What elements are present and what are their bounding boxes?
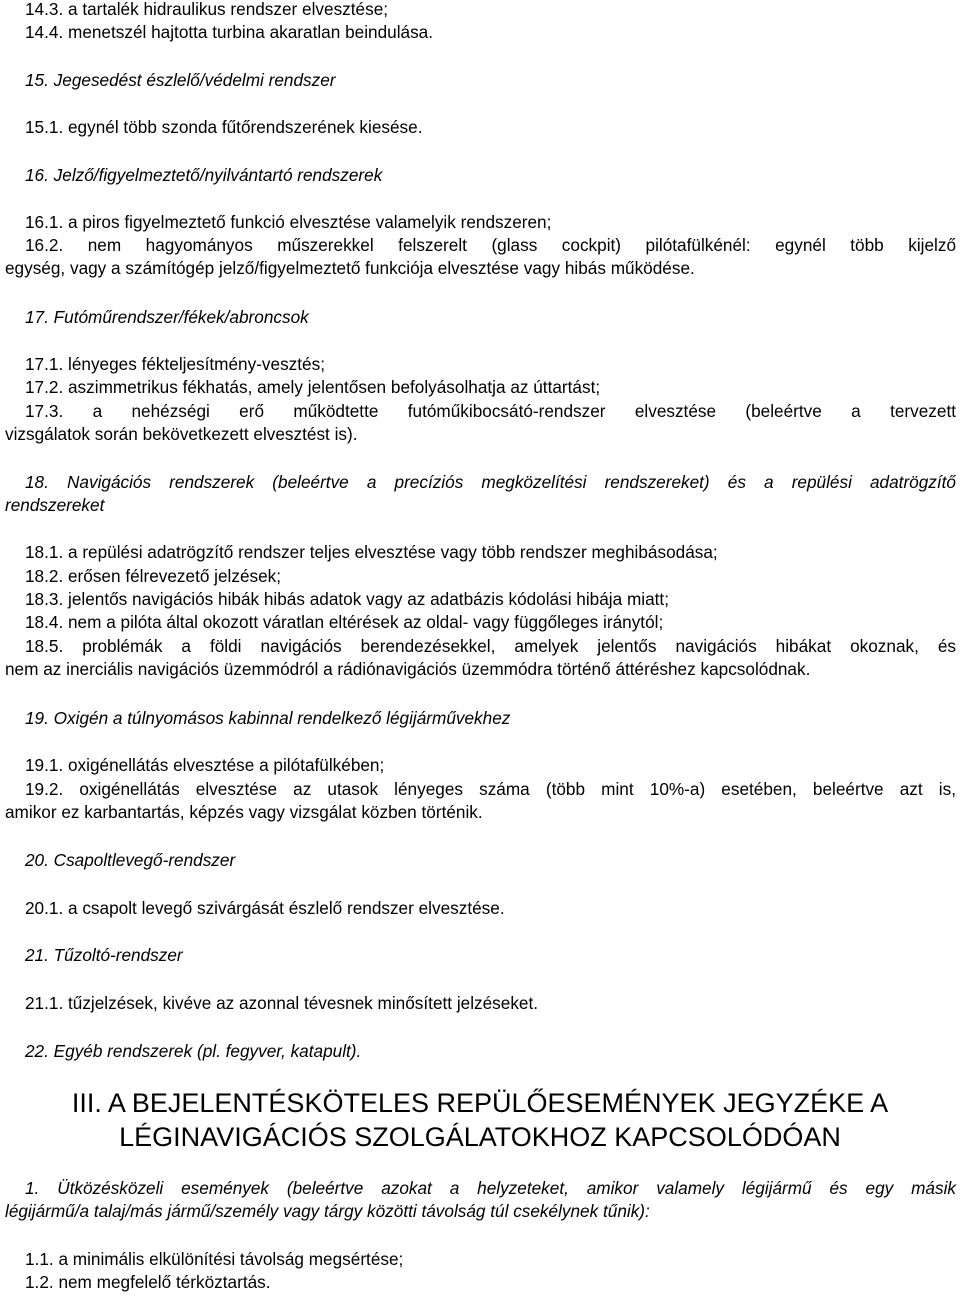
item-1-2: 1.2. nem megfelelő térköztartás.: [25, 1272, 271, 1292]
item-18-3: 18.3. jelentős navigációs hibák hibás adatok vagy az adatbázis kódolási hibája miatt;: [25, 589, 669, 609]
item-19-2-line-1: 19.2. oxigénellátás elvesztése az utasok lényeges száma (több mint 10%-a) esetében, beleértve azt is,: [25, 779, 956, 799]
section-1-heading-line-2: légijármű/a talaj/más jármű/személy vagy tárgy közötti távolság túl csekélynek tűnik):: [5, 1201, 650, 1221]
item-17-2: 17.2. aszimmetrikus fékhatás, amely jelentősen befolyásolhatja az úttartást;: [25, 377, 601, 397]
item-17-3-line-1: 17.3. a nehézségi erő működtette futóműkibocsátó-rendszer elvesztése (beleértve a tervezett: [25, 401, 956, 421]
item-17-3-line-2: vizsgálatok során bekövetkezett elvesztést is).: [5, 424, 358, 444]
chapter-title-line-2: LÉGINAVIGÁCIÓS SZOLGÁLATOKHOZ KAPCSOLÓDÓAN: [119, 1122, 841, 1152]
item-18-5-line-2: nem az inerciális navigációs üzemmódról a rádiónavigációs üzemmódra történő áttéréshez kapcsolódnak.: [5, 659, 811, 679]
item-16-2-line-2: egység, vagy a számítógép jelző/figyelmeztető funkciója elvesztése vagy hibás működése.: [5, 258, 695, 278]
item-21-1: 21.1. tűzjelzések, kivéve az azonnal tévesnek minősített jelzéseket.: [25, 993, 539, 1013]
item-14-4: 14.4. menetszél hajtotta turbina akaratlan beindulása.: [25, 22, 433, 42]
item-20-1: 20.1. a csapolt levegő szivárgását észlelő rendszer elvesztése.: [25, 898, 505, 918]
section-18-heading-line-1: 18. Navigációs rendszerek (beleértve a precíziós megközelítési rendszereket) és a repülési adatrögzítő: [25, 472, 956, 492]
section-21-heading: 21. Tűzoltó-rendszer: [25, 945, 183, 965]
chapter-title-line-1: III. A BEJELENTÉSKÖTELES REPÜLŐESEMÉNYEK JEGYZÉKE A: [71, 1088, 889, 1118]
section-19-heading: 19. Oxigén a túlnyomásos kabinnal rendelkező légijárművekhez: [25, 708, 511, 728]
item-18-4: 18.4. nem a pilóta által okozott váratlan eltérések az oldal- vagy függőleges iránytól;: [25, 612, 664, 632]
section-20-heading: 20. Csapoltlevegő-rendszer: [25, 850, 236, 870]
section-22-heading: 22. Egyéb rendszerek (pl. fegyver, katapult).: [25, 1041, 362, 1061]
item-1-1: 1.1. a minimális elkülönítési távolság megsértése;: [25, 1249, 404, 1269]
item-17-1: 17.1. lényeges fékteljesítmény-vesztés;: [25, 354, 325, 374]
section-15-heading: 15. Jegesedést észlelő/védelmi rendszer: [25, 70, 336, 90]
item-14-3: 14.3. a tartalék hidraulikus rendszer elvesztése;: [25, 0, 389, 19]
item-19-2-line-2: amikor ez karbantartás, képzés vagy vizsgálat közben történik.: [5, 802, 483, 822]
item-19-1: 19.1. oxigénellátás elvesztése a pilótafülkében;: [25, 755, 385, 775]
item-16-1: 16.1. a piros figyelmeztető funkció elvesztése valamelyik rendszeren;: [25, 212, 552, 232]
item-18-5-line-1: 18.5. problémák a földi navigációs berendezésekkel, amelyek jelentős navigációs hibákat okoznak, és: [25, 636, 956, 656]
item-18-1: 18.1. a repülési adatrögzítő rendszer teljes elvesztése vagy több rendszer meghibásodása;: [25, 542, 718, 562]
section-1-heading-line-1: 1. Ütközésközeli események (beleértve azokat a helyzeteket, amikor valamely légijármű és egy másik: [25, 1178, 956, 1198]
item-16-2-line-1: 16.2. nem hagyományos műszerekkel felszerelt (glass cockpit) pilótafülkénél: egynél több kijelző: [25, 235, 956, 255]
section-18-heading-line-2: rendszereket: [5, 495, 105, 515]
section-16-heading: 16. Jelző/figyelmeztető/nyilvántartó rendszerek: [25, 165, 383, 185]
item-15-1: 15.1. egynél több szonda fűtőrendszerének kiesése.: [25, 117, 423, 137]
item-18-2: 18.2. erősen félrevezető jelzések;: [25, 566, 282, 586]
section-17-heading: 17. Futóműrendszer/fékek/abroncsok: [25, 307, 309, 327]
